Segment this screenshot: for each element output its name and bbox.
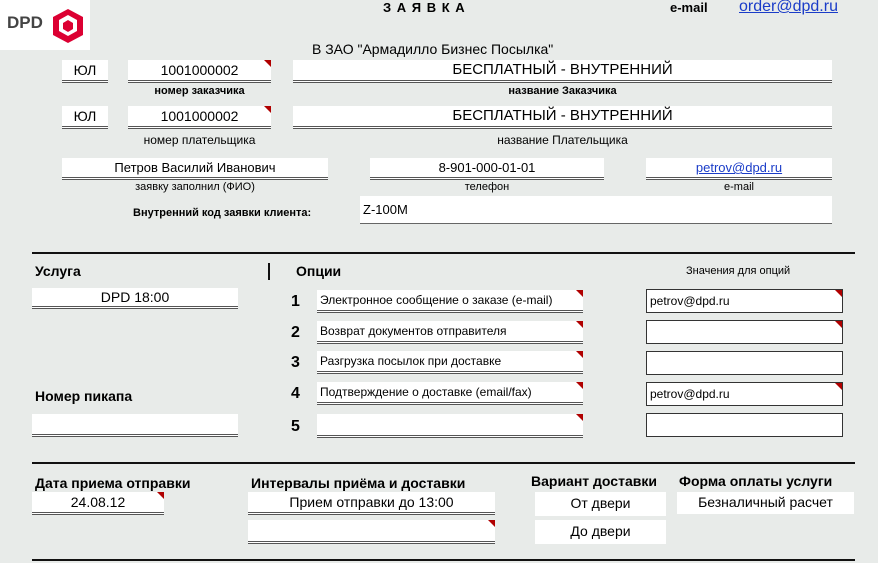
vertical-separator — [268, 263, 270, 280]
contact-email[interactable] — [646, 158, 832, 180]
payer-type[interactable]: ЮЛ — [62, 106, 108, 129]
option-2[interactable]: Возврат документов отправителя — [317, 321, 583, 344]
internal-code-label: Внутренний код заявки клиента: — [133, 207, 312, 219]
option-value-1[interactable]: petrov@dpd.ru — [646, 289, 843, 313]
dpd-logo-text: DPD — [7, 13, 43, 32]
dpd-logo — [0, 0, 90, 50]
date-header: Дата приема отправки — [35, 475, 191, 491]
header-email-label: e-mail — [670, 0, 708, 15]
service-header: Услуга — [35, 263, 81, 279]
option-number-4: 4 — [291, 385, 300, 402]
option-value-2[interactable] — [646, 320, 843, 344]
customer-name-label: название Заказчика — [508, 85, 617, 97]
delivery-option-2[interactable]: До двери — [535, 520, 666, 544]
filled-by-label: заявку заполнил (ФИО) — [135, 181, 255, 193]
option-5[interactable] — [317, 414, 583, 438]
interval-1[interactable]: Прием отправки до 13:00 — [248, 492, 495, 515]
contact-email-link[interactable]: petrov@dpd.ru — [695, 160, 783, 175]
customer-number-label: номер заказчика — [154, 85, 245, 97]
payment-value[interactable]: Безналичный расчет — [677, 492, 854, 514]
option-number-2: 2 — [291, 324, 300, 341]
option-values-header: Значения для опций — [686, 265, 791, 277]
interval-header: Интервалы приёма и доставки — [251, 475, 466, 491]
customer-number[interactable]: 1001000002 — [128, 60, 271, 83]
contact-email-label: e-mail — [724, 181, 754, 193]
section-divider-1 — [32, 252, 855, 254]
date-value[interactable]: 24.08.12 — [32, 492, 164, 515]
option-3[interactable]: Разгрузка посылок при доставке — [317, 351, 583, 374]
option-number-1: 1 — [291, 293, 300, 310]
section-divider-2 — [32, 462, 855, 464]
option-1[interactable]: Электронное сообщение о заказе (e-mail) — [317, 290, 583, 313]
option-value-4[interactable]: petrov@dpd.ru — [646, 382, 843, 406]
option-value-5[interactable] — [646, 413, 843, 437]
section-divider-3 — [32, 559, 855, 561]
option-4[interactable]: Подтверждение о доставке (email/fax) — [317, 382, 583, 405]
internal-code-input[interactable]: Z-100M — [360, 196, 832, 224]
form-title: З А Я В К А — [383, 0, 466, 15]
option-value-3[interactable] — [646, 351, 843, 375]
pickup-header: Номер пикапа — [35, 388, 133, 404]
filled-by-fio[interactable]: Петров Василий Иванович — [62, 158, 328, 180]
options-header: Опции — [296, 263, 342, 279]
payer-name[interactable]: БЕСПЛАТНЫЙ - ВНУТРЕННИЙ — [293, 106, 832, 129]
service-value[interactable]: DPD 18:00 — [32, 288, 238, 309]
customer-name[interactable]: БЕСПЛАТНЫЙ - ВНУТРЕННИЙ — [293, 60, 832, 83]
option-number-5: 5 — [291, 418, 300, 435]
addressee: В ЗАО "Армадилло Бизнес Посылка" — [312, 41, 554, 57]
payer-name-label: название Плательщика — [497, 133, 628, 147]
customer-type[interactable]: ЮЛ — [62, 60, 108, 83]
option-number-3: 3 — [291, 354, 300, 371]
delivery-option-1[interactable]: От двери — [535, 492, 666, 516]
contact-phone[interactable]: 8-901-000-01-01 — [370, 158, 604, 180]
payment-header: Форма оплаты услуги — [679, 473, 833, 489]
dpd-cube-icon — [50, 7, 86, 45]
phone-label: телефон — [464, 181, 510, 193]
order-email-link[interactable]: order@dpd.ru — [739, 0, 838, 15]
payer-number[interactable]: 1001000002 — [128, 106, 271, 129]
delivery-header: Вариант доставки — [531, 473, 657, 489]
interval-2[interactable] — [248, 520, 495, 544]
pickup-number-input[interactable] — [32, 414, 238, 437]
payer-number-label: номер плательщика — [143, 133, 256, 147]
